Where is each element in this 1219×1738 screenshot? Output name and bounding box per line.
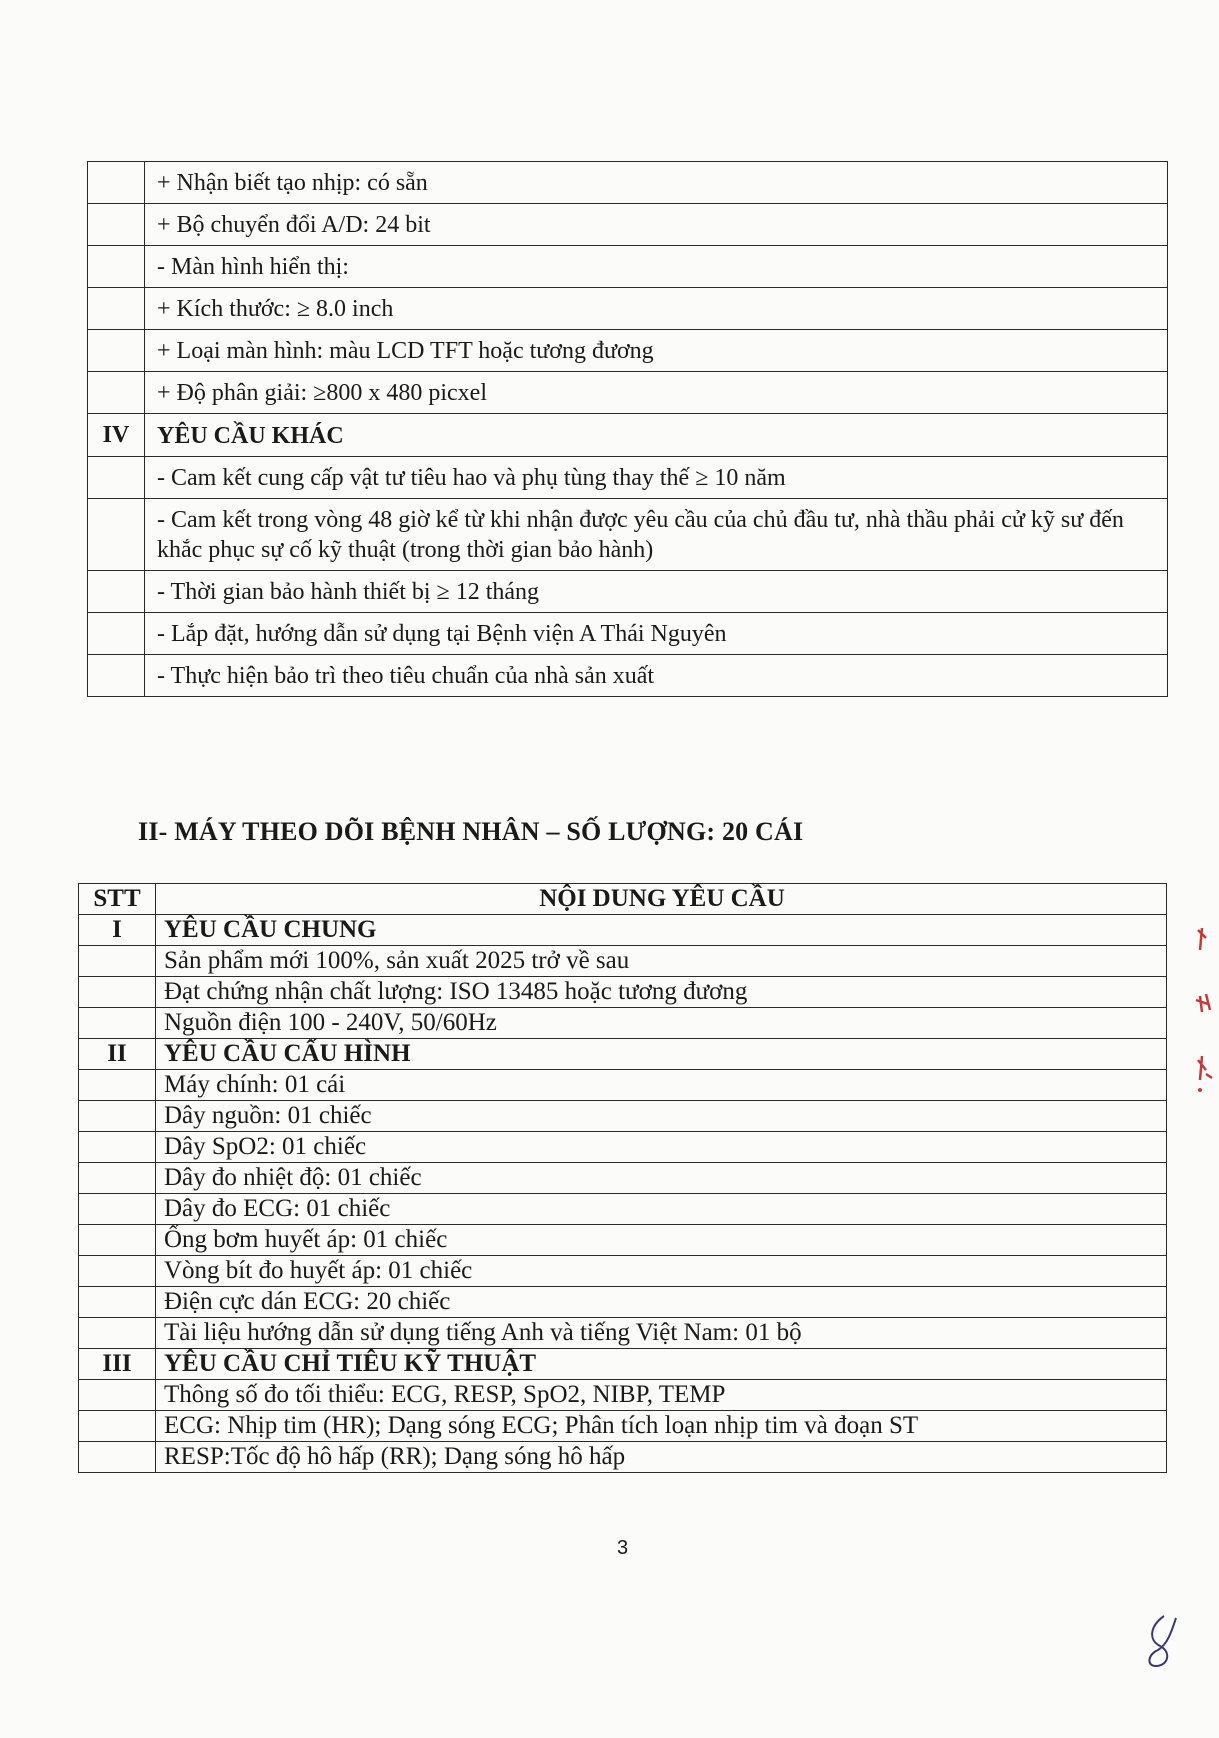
section-heading-cell: YÊU CẦU KHÁC bbox=[145, 414, 1168, 457]
spec-table-continued bbox=[87, 161, 1168, 697]
requirement-cell: + Bộ chuyển đổi A/D: 24 bit bbox=[145, 204, 1168, 246]
table-row bbox=[79, 1318, 1167, 1349]
header-stt: STT bbox=[79, 884, 156, 915]
row-number-cell bbox=[88, 330, 145, 372]
row-number-cell: IV bbox=[88, 414, 145, 457]
row-number-cell bbox=[79, 1225, 156, 1256]
requirement-cell: - Cam kết trong vòng 48 giờ kể từ khi nhận được yêu cầu của chủ đầu tư, nhà thầu phải cử kỹ sư đến khắc phục sự cố kỹ thuật (trong thời gian bảo hành) bbox=[145, 499, 1168, 571]
table-row bbox=[79, 1101, 1167, 1132]
row-number-cell bbox=[88, 571, 145, 613]
table-row bbox=[88, 162, 1168, 204]
requirement-cell: Thông số đo tối thiểu: ECG, RESP, SpO2, NIBP, TEMP bbox=[156, 1380, 1167, 1411]
row-number-cell bbox=[88, 204, 145, 246]
requirement-cell: Đạt chứng nhận chất lượng: ISO 13485 hoặc tương đương bbox=[156, 977, 1167, 1008]
row-number-cell bbox=[79, 1070, 156, 1101]
table-row bbox=[79, 1194, 1167, 1225]
table-row bbox=[88, 499, 1168, 571]
row-number-cell bbox=[88, 613, 145, 655]
requirement-cell: Dây SpO2: 01 chiếc bbox=[156, 1132, 1167, 1163]
requirement-cell: + Độ phân giải: ≥800 x 480 picxel bbox=[145, 372, 1168, 414]
table-row bbox=[79, 1411, 1167, 1442]
table-row bbox=[88, 571, 1168, 613]
requirement-cell: - Lắp đặt, hướng dẫn sử dụng tại Bệnh viện A Thái Nguyên bbox=[145, 613, 1168, 655]
table-row bbox=[88, 414, 1168, 457]
row-number-cell bbox=[79, 1411, 156, 1442]
row-number-cell: II bbox=[79, 1039, 156, 1070]
table-row bbox=[79, 915, 1167, 946]
row-number-cell bbox=[79, 1101, 156, 1132]
requirement-cell: + Loại màn hình: màu LCD TFT hoặc tương đương bbox=[145, 330, 1168, 372]
requirement-cell: Vòng bít đo huyết áp: 01 chiếc bbox=[156, 1256, 1167, 1287]
table-row bbox=[79, 1039, 1167, 1070]
table-row bbox=[88, 457, 1168, 499]
requirement-cell: ECG: Nhịp tim (HR); Dạng sóng ECG; Phân tích loạn nhịp tim và đoạn ST bbox=[156, 1411, 1167, 1442]
row-number-cell bbox=[88, 372, 145, 414]
row-number-cell bbox=[88, 288, 145, 330]
row-number-cell bbox=[79, 1318, 156, 1349]
row-number-cell bbox=[79, 1287, 156, 1318]
row-number-cell bbox=[79, 946, 156, 977]
row-number-cell bbox=[79, 977, 156, 1008]
table-row bbox=[88, 330, 1168, 372]
table-row bbox=[79, 1163, 1167, 1194]
stamp-fragment bbox=[1192, 920, 1218, 1120]
row-number-cell: III bbox=[79, 1349, 156, 1380]
requirement-cell: - Cam kết cung cấp vật tư tiêu hao và phụ tùng thay thế ≥ 10 năm bbox=[145, 457, 1168, 499]
table-row bbox=[79, 1442, 1167, 1473]
requirement-cell: Dây đo nhiệt độ: 01 chiếc bbox=[156, 1163, 1167, 1194]
row-number-cell bbox=[88, 499, 145, 571]
table-row bbox=[88, 204, 1168, 246]
section-heading-cell: YÊU CẦU CHỈ TIÊU KỸ THUẬT bbox=[156, 1349, 1167, 1380]
section-heading-cell: YÊU CẦU CHUNG bbox=[156, 915, 1167, 946]
table-row bbox=[88, 246, 1168, 288]
requirement-cell: Ống bơm huyết áp: 01 chiếc bbox=[156, 1225, 1167, 1256]
page-number: 3 bbox=[616, 1537, 629, 1559]
row-number-cell bbox=[88, 246, 145, 288]
requirement-cell: Sản phẩm mới 100%, sản xuất 2025 trở về sau bbox=[156, 946, 1167, 977]
requirement-cell: + Kích thước: ≥ 8.0 inch bbox=[145, 288, 1168, 330]
requirement-cell: Điện cực dán ECG: 20 chiếc bbox=[156, 1287, 1167, 1318]
table-row bbox=[79, 977, 1167, 1008]
requirement-cell: Dây nguồn: 01 chiếc bbox=[156, 1101, 1167, 1132]
row-number-cell: I bbox=[79, 915, 156, 946]
requirement-cell: RESP:Tốc độ hô hấp (RR); Dạng sóng hô hấp bbox=[156, 1442, 1167, 1473]
table-row bbox=[79, 1225, 1167, 1256]
row-number-cell bbox=[79, 1442, 156, 1473]
table-row bbox=[88, 655, 1168, 697]
row-number-cell bbox=[88, 655, 145, 697]
row-number-cell bbox=[79, 1380, 156, 1411]
table-row bbox=[88, 288, 1168, 330]
table-row bbox=[79, 1132, 1167, 1163]
section-title: II- MÁY THEO DÕI BỆNH NHÂN – SỐ LƯỢNG: 20 CÁI bbox=[138, 817, 804, 846]
table-row bbox=[79, 1008, 1167, 1039]
requirement-cell: Nguồn điện 100 - 240V, 50/60Hz bbox=[156, 1008, 1167, 1039]
table-row bbox=[88, 372, 1168, 414]
table-row bbox=[79, 1349, 1167, 1380]
row-number-cell bbox=[79, 1132, 156, 1163]
requirement-cell: Tài liệu hướng dẫn sử dụng tiếng Anh và tiếng Việt Nam: 01 bộ bbox=[156, 1318, 1167, 1349]
requirement-cell: - Thời gian bảo hành thiết bị ≥ 12 tháng bbox=[145, 571, 1168, 613]
row-number-cell bbox=[79, 1194, 156, 1225]
header-content: NỘI DUNG YÊU CẦU bbox=[156, 884, 1167, 915]
row-number-cell bbox=[88, 162, 145, 204]
table-row bbox=[79, 946, 1167, 977]
row-number-cell bbox=[79, 1163, 156, 1194]
row-number-cell bbox=[79, 1008, 156, 1039]
requirement-cell: Dây đo ECG: 01 chiếc bbox=[156, 1194, 1167, 1225]
requirement-cell: - Màn hình hiển thị: bbox=[145, 246, 1168, 288]
requirement-cell: Máy chính: 01 cái bbox=[156, 1070, 1167, 1101]
section-heading-cell: YÊU CẦU CẤU HÌNH bbox=[156, 1039, 1167, 1070]
table-row bbox=[79, 1287, 1167, 1318]
table-row bbox=[88, 613, 1168, 655]
requirement-cell: + Nhận biết tạo nhịp: có sẵn bbox=[145, 162, 1168, 204]
handwritten-initial-mark bbox=[1142, 1612, 1182, 1672]
table-row bbox=[79, 1380, 1167, 1411]
table-row bbox=[79, 1070, 1167, 1101]
requirement-cell: - Thực hiện bảo trì theo tiêu chuẩn của nhà sản xuất bbox=[145, 655, 1168, 697]
row-number-cell bbox=[88, 457, 145, 499]
patient-monitor-spec-table bbox=[78, 883, 1167, 1473]
row-number-cell bbox=[79, 1256, 156, 1287]
table-header-row bbox=[79, 884, 1167, 915]
table-row bbox=[79, 1256, 1167, 1287]
